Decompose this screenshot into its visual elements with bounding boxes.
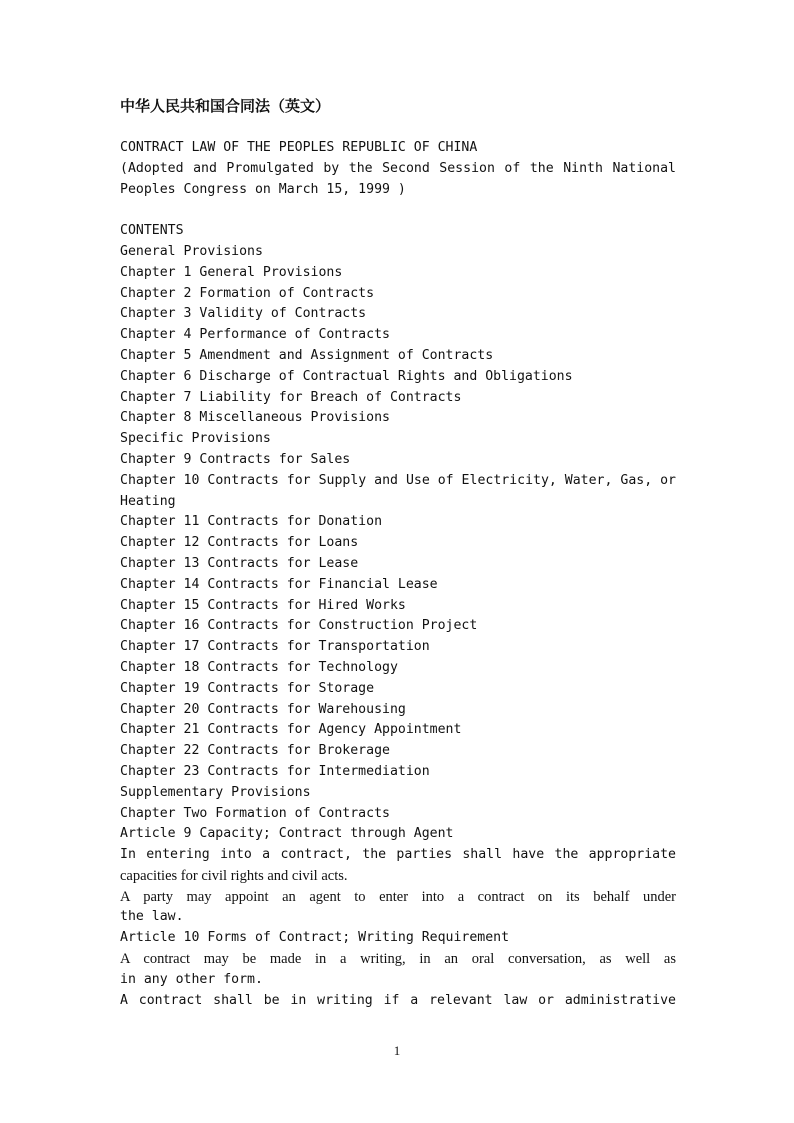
supplementary-provisions-heading: Supplementary Provisions (120, 784, 311, 800)
toc-item: Chapter 21 Contracts for Agency Appointment (120, 722, 462, 738)
contents-heading: CONTENTS (120, 223, 184, 239)
article-9-paragraph-2-line-2: the law. (120, 909, 184, 925)
chapter-two-heading: Chapter Two Formation of Contracts (120, 805, 390, 821)
article-9-heading: Article 9 Capacity; Contract through Agent (120, 826, 454, 842)
article-10-heading: Article 10 Forms of Contract; Writing Requirement (120, 930, 510, 946)
toc-item: Chapter 2 Formation of Contracts (120, 285, 375, 301)
page-number: 1 (393, 1043, 401, 1058)
toc-item: Chapter 3 Validity of Contracts (120, 306, 367, 322)
blank-line (120, 200, 676, 221)
toc-item: Chapter 20 Contracts for Warehousing (120, 701, 406, 717)
general-provisions-heading: General Provisions (120, 243, 263, 259)
toc-item: Chapter 23 Contracts for Intermediation (120, 763, 430, 779)
adoption-note-line-1: (Adopted and Promulgated by the Second Session of the Ninth National (120, 160, 676, 176)
toc-item-chapter-10-line-1: Chapter 10 Contracts for Supply and Use of Electricity, Water, Gas, or (120, 472, 676, 488)
article-10-paragraph-2-line-1: A contract shall be in writing if a relevant law or administrative (120, 992, 676, 1008)
toc-item: Chapter 13 Contracts for Lease (120, 555, 359, 571)
toc-item: Chapter 16 Contracts for Construction Project (120, 618, 478, 634)
toc-item: Chapter 7 Liability for Breach of Contracts (120, 389, 462, 405)
article-9-paragraph-1-line-2: capacities for civil rights and civil acts. (120, 867, 348, 884)
toc-item: Chapter 14 Contracts for Financial Lease (120, 576, 438, 592)
toc-item: Chapter 6 Discharge of Contractual Rights and Obligations (120, 368, 573, 384)
toc-item: Chapter 19 Contracts for Storage (120, 680, 375, 696)
article-9-paragraph-2-line-1: A party may appoint an agent to enter into a contract on its behalf under (120, 888, 676, 905)
law-title: CONTRACT LAW OF THE PEOPLES REPUBLIC OF CHINA (120, 140, 478, 155)
toc-item: Chapter 4 Performance of Contracts (120, 327, 390, 343)
toc-item-chapter-10-line-2: Heating (120, 493, 176, 509)
toc-item: Chapter 12 Contracts for Loans (120, 535, 359, 551)
toc-item: Chapter 1 General Provisions (120, 264, 343, 280)
article-10-paragraph-1-line-1: A contract may be made in a writing, in an oral conversation, as well as (120, 951, 676, 968)
chinese-title: 中华人民共和国合同法（英文） (120, 97, 331, 115)
toc-item: Chapter 15 Contracts for Hired Works (120, 597, 406, 613)
article-9-paragraph-1-line-1: In entering into a contract, the parties shall have the appropriate (120, 847, 676, 863)
toc-item: Chapter 9 Contracts for Sales (120, 451, 351, 467)
document-body (120, 138, 676, 1011)
toc-item: Chapter 17 Contracts for Transportation (120, 639, 430, 655)
toc-item: Chapter 22 Contracts for Brokerage (120, 743, 390, 759)
toc-item: Chapter 5 Amendment and Assignment of Contracts (120, 347, 494, 363)
specific-provisions-heading: Specific Provisions (120, 431, 271, 447)
toc-item: Chapter 8 Miscellaneous Provisions (120, 410, 390, 426)
toc-item: Chapter 11 Contracts for Donation (120, 514, 383, 530)
article-10-paragraph-1-line-2: in any other form. (120, 971, 263, 987)
adoption-note-line-2: Peoples Congress on March 15, 1999 ) (120, 181, 406, 197)
toc-item: Chapter 18 Contracts for Technology (120, 659, 398, 675)
